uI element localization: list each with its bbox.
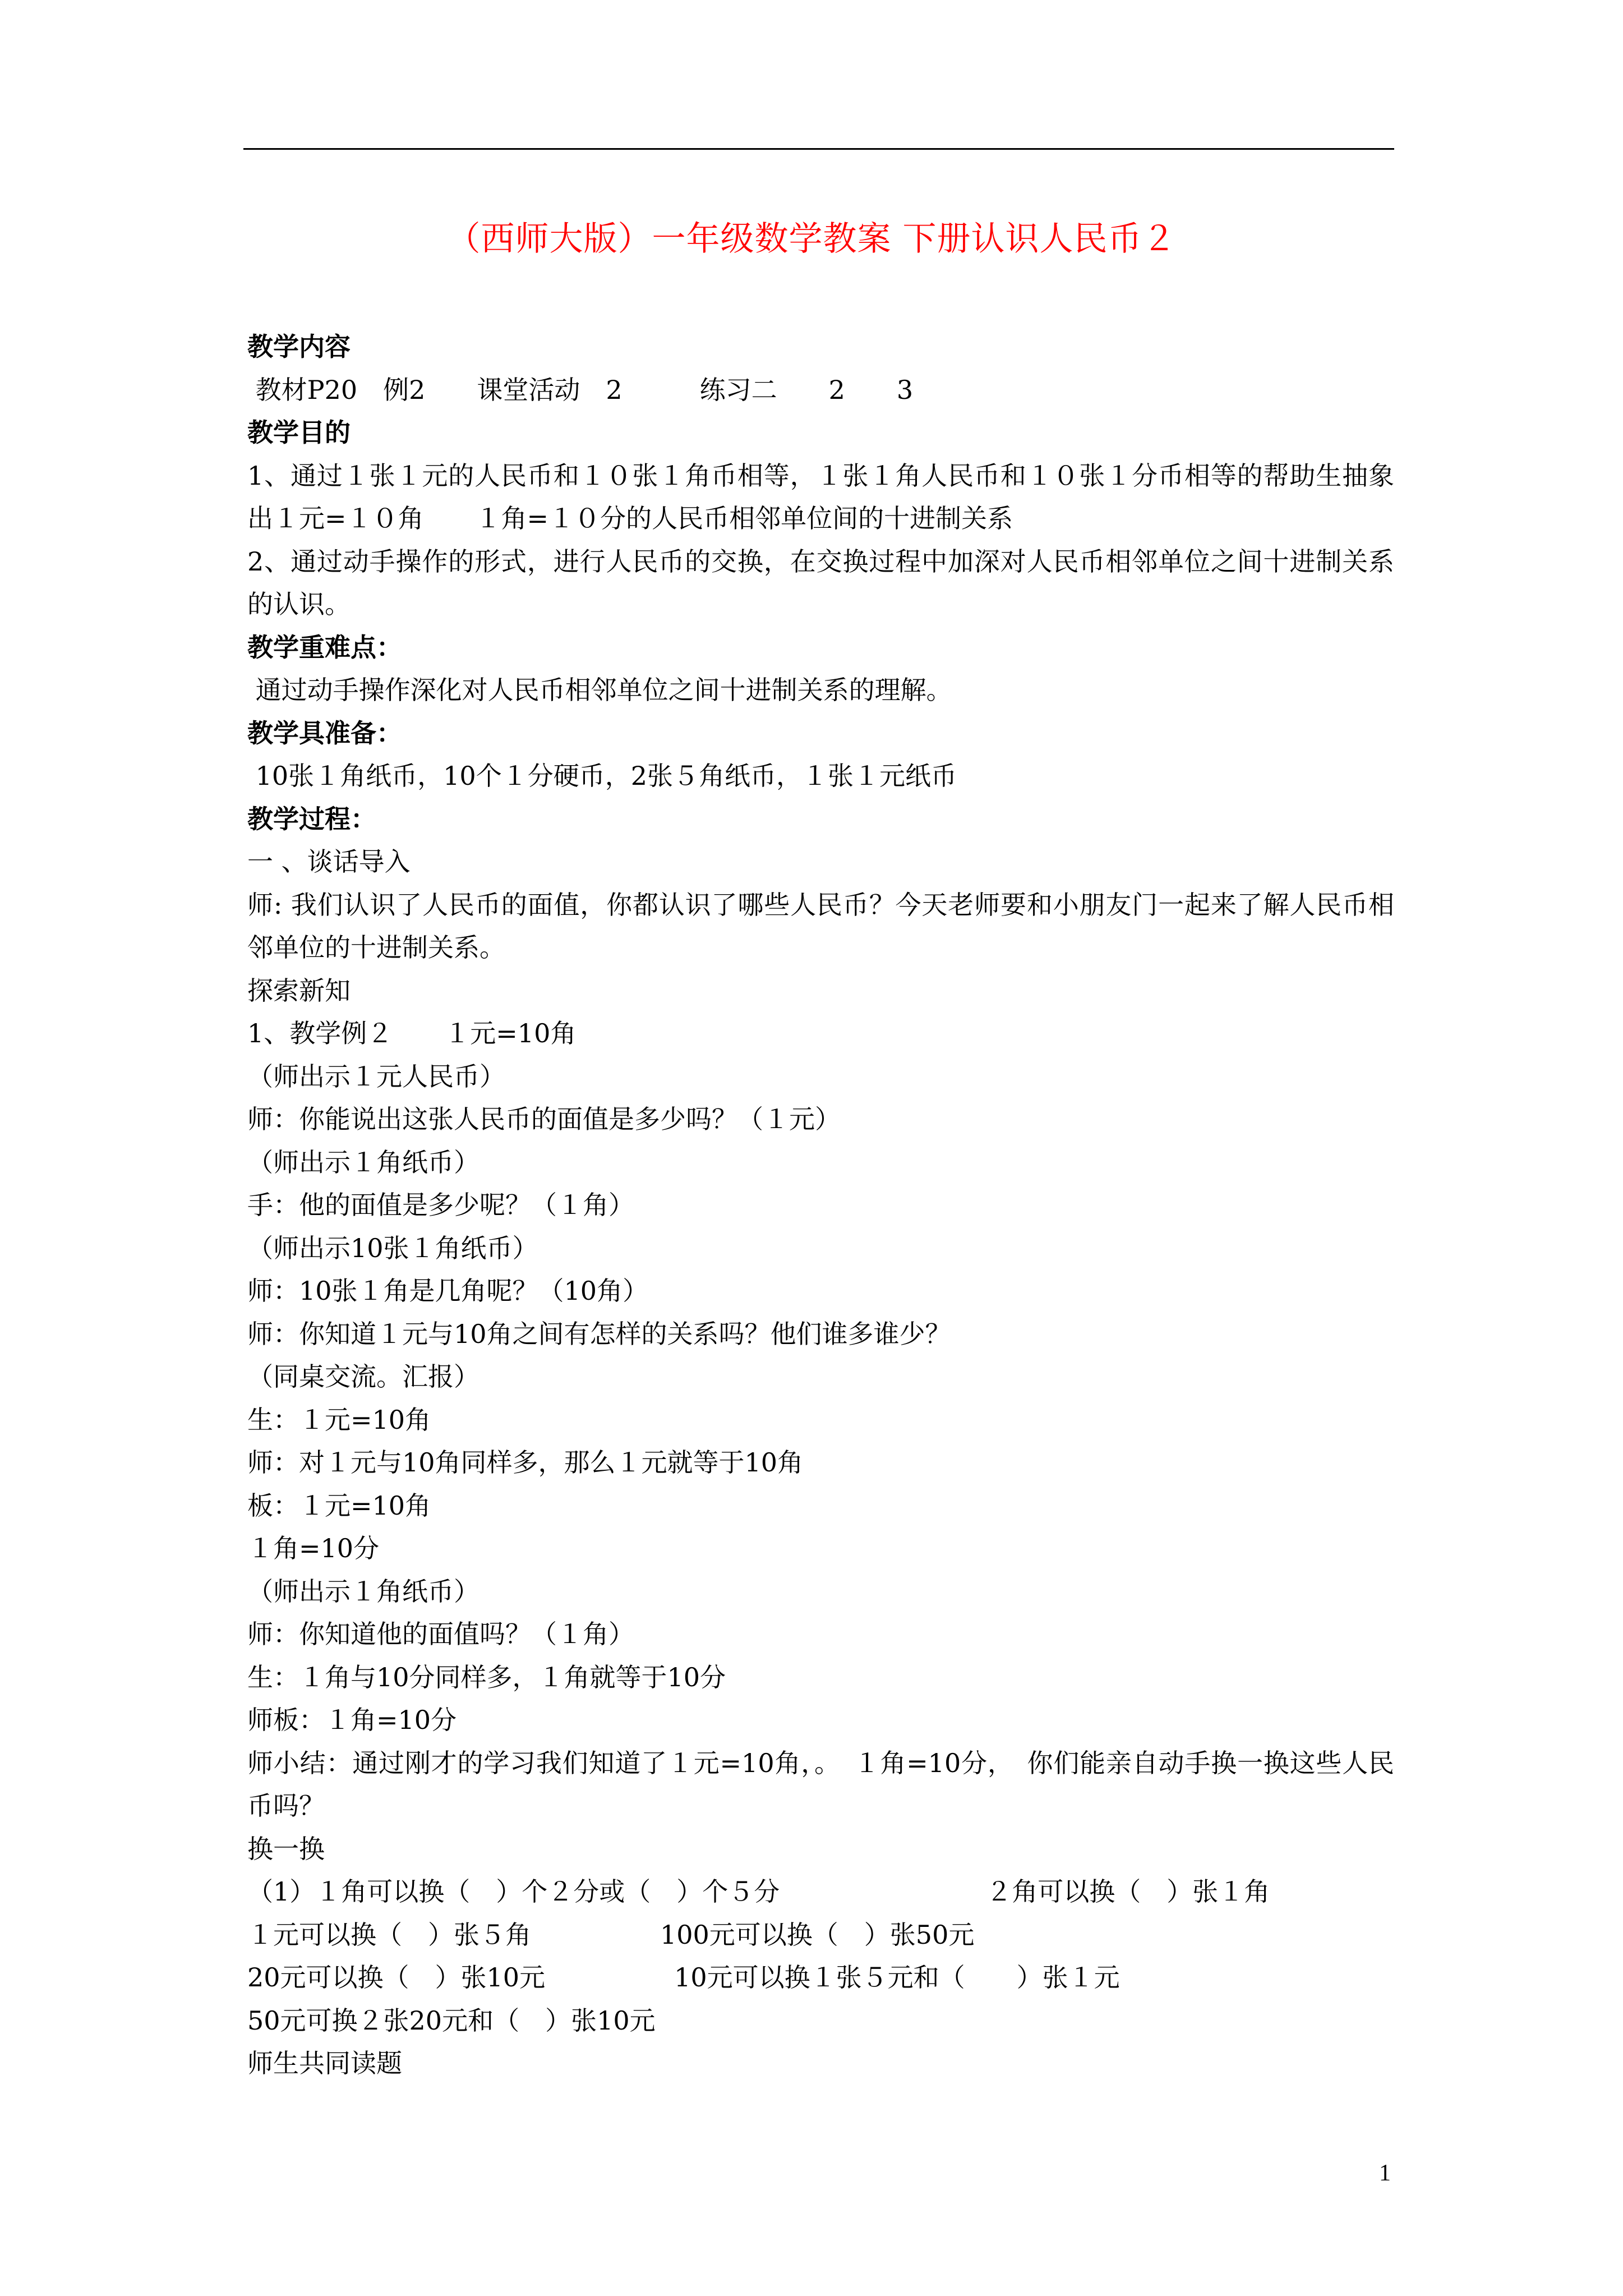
process-line: 师：你知道他的面值吗？（１角）	[247, 1619, 634, 1649]
page-number: 1	[1379, 2160, 1391, 2186]
process-line: 生：１元=10角	[247, 1404, 431, 1435]
objective-item-1: 1、通过１张１元的人民币和１０张１角币相等，１张１角人民币和１０张１分币相等的帮助生抽象出１元=１０角 １角=１０分的人民币相邻单位间的十进制关系	[247, 460, 1394, 533]
process-line: 探索新知	[247, 975, 351, 1006]
objective-item-2: 2、通过动手操作的形式，进行人民币的交换，在交换过程中加深对人民币相邻单位之间十进制关系的认识。	[247, 546, 1394, 619]
process-line: （师出示１元人民币）	[247, 1061, 505, 1092]
process-line: 师：你知道１元与10角之间有怎样的关系吗？他们谁多谁少？	[247, 1318, 951, 1349]
process-line: 手：他的面值是多少呢？（１角）	[247, 1190, 634, 1220]
process-line: 师：对１元与10角同样多，那么１元就等于10角	[247, 1447, 804, 1478]
process-line: 师：10张１角是几角呢？（10角）	[247, 1276, 649, 1306]
process-line: （师出示１角纸币）	[247, 1576, 479, 1607]
header-rule	[243, 148, 1394, 150]
tools-line: 10张１角纸币，10个１分硬币，2张５角纸币，１张１元纸币	[247, 761, 957, 791]
process-line: 50元可换２张20元和（ ）张10元	[247, 2005, 656, 2036]
process-line: １元可以换（ ）张５角 100元可以换（ ）张50元	[247, 1919, 975, 1950]
process-line: 一 、谈话导入	[247, 846, 411, 877]
process-line: 师: 我们认识了人民币的面值，你都认识了哪些人民币？今天老师要和小朋友门一起来了解人民币相邻单位的十进制关系。	[247, 889, 1394, 963]
process-line: 1、教学例２ １元=10角	[247, 1018, 577, 1048]
process-line: （1）１角可以换（ ）个２分或（ ）个５分 ２角可以换（ ）张１角	[247, 1876, 1270, 1907]
page-title: （西师大版）一年级数学教案 下册认识人民币２	[446, 219, 1177, 259]
process-line: （师出示１角纸币）	[247, 1147, 479, 1177]
section-heading-objective: 教学目的	[247, 417, 351, 448]
process-line: （同桌交流。汇报）	[247, 1361, 479, 1392]
section-heading-difficulty: 教学重难点：	[247, 632, 402, 662]
process-line: １角=10分	[247, 1533, 380, 1563]
section-heading-content: 教学内容	[247, 332, 351, 362]
process-line: 20元可以换（ ）张10元 10元可以换１张５元和（ ）张１元	[247, 1962, 1120, 1993]
process-line: 师生共同读题	[247, 2048, 402, 2078]
process-line: （师出示10张１角纸币）	[247, 1232, 538, 1263]
section-heading-process: 教学过程：	[247, 803, 376, 834]
document-body	[247, 325, 1394, 2085]
section-heading-tools: 教学具准备：	[247, 717, 402, 748]
process-line: 生：１角与10分同样多，１角就等于10分	[247, 1662, 726, 1692]
difficulty-line: 通过动手操作深化对人民币相邻单位之间十进制关系的理解。	[247, 675, 952, 705]
content-line: 教材P20 例2 课堂活动 2 练习二 2 3	[247, 374, 914, 405]
process-line: 师：你能说出这张人民币的面值是多少吗？（１元）	[247, 1104, 841, 1134]
process-line: 师小结：通过刚才的学习我们知道了１元=10角，。 １角=10分， 你们能亲自动手换一换这些人民币吗？	[247, 1747, 1394, 1821]
process-line: 师板：１角=10分	[247, 1705, 457, 1735]
process-line: 换一换	[247, 1833, 325, 1864]
process-line: 板：１元=10角	[247, 1490, 431, 1521]
